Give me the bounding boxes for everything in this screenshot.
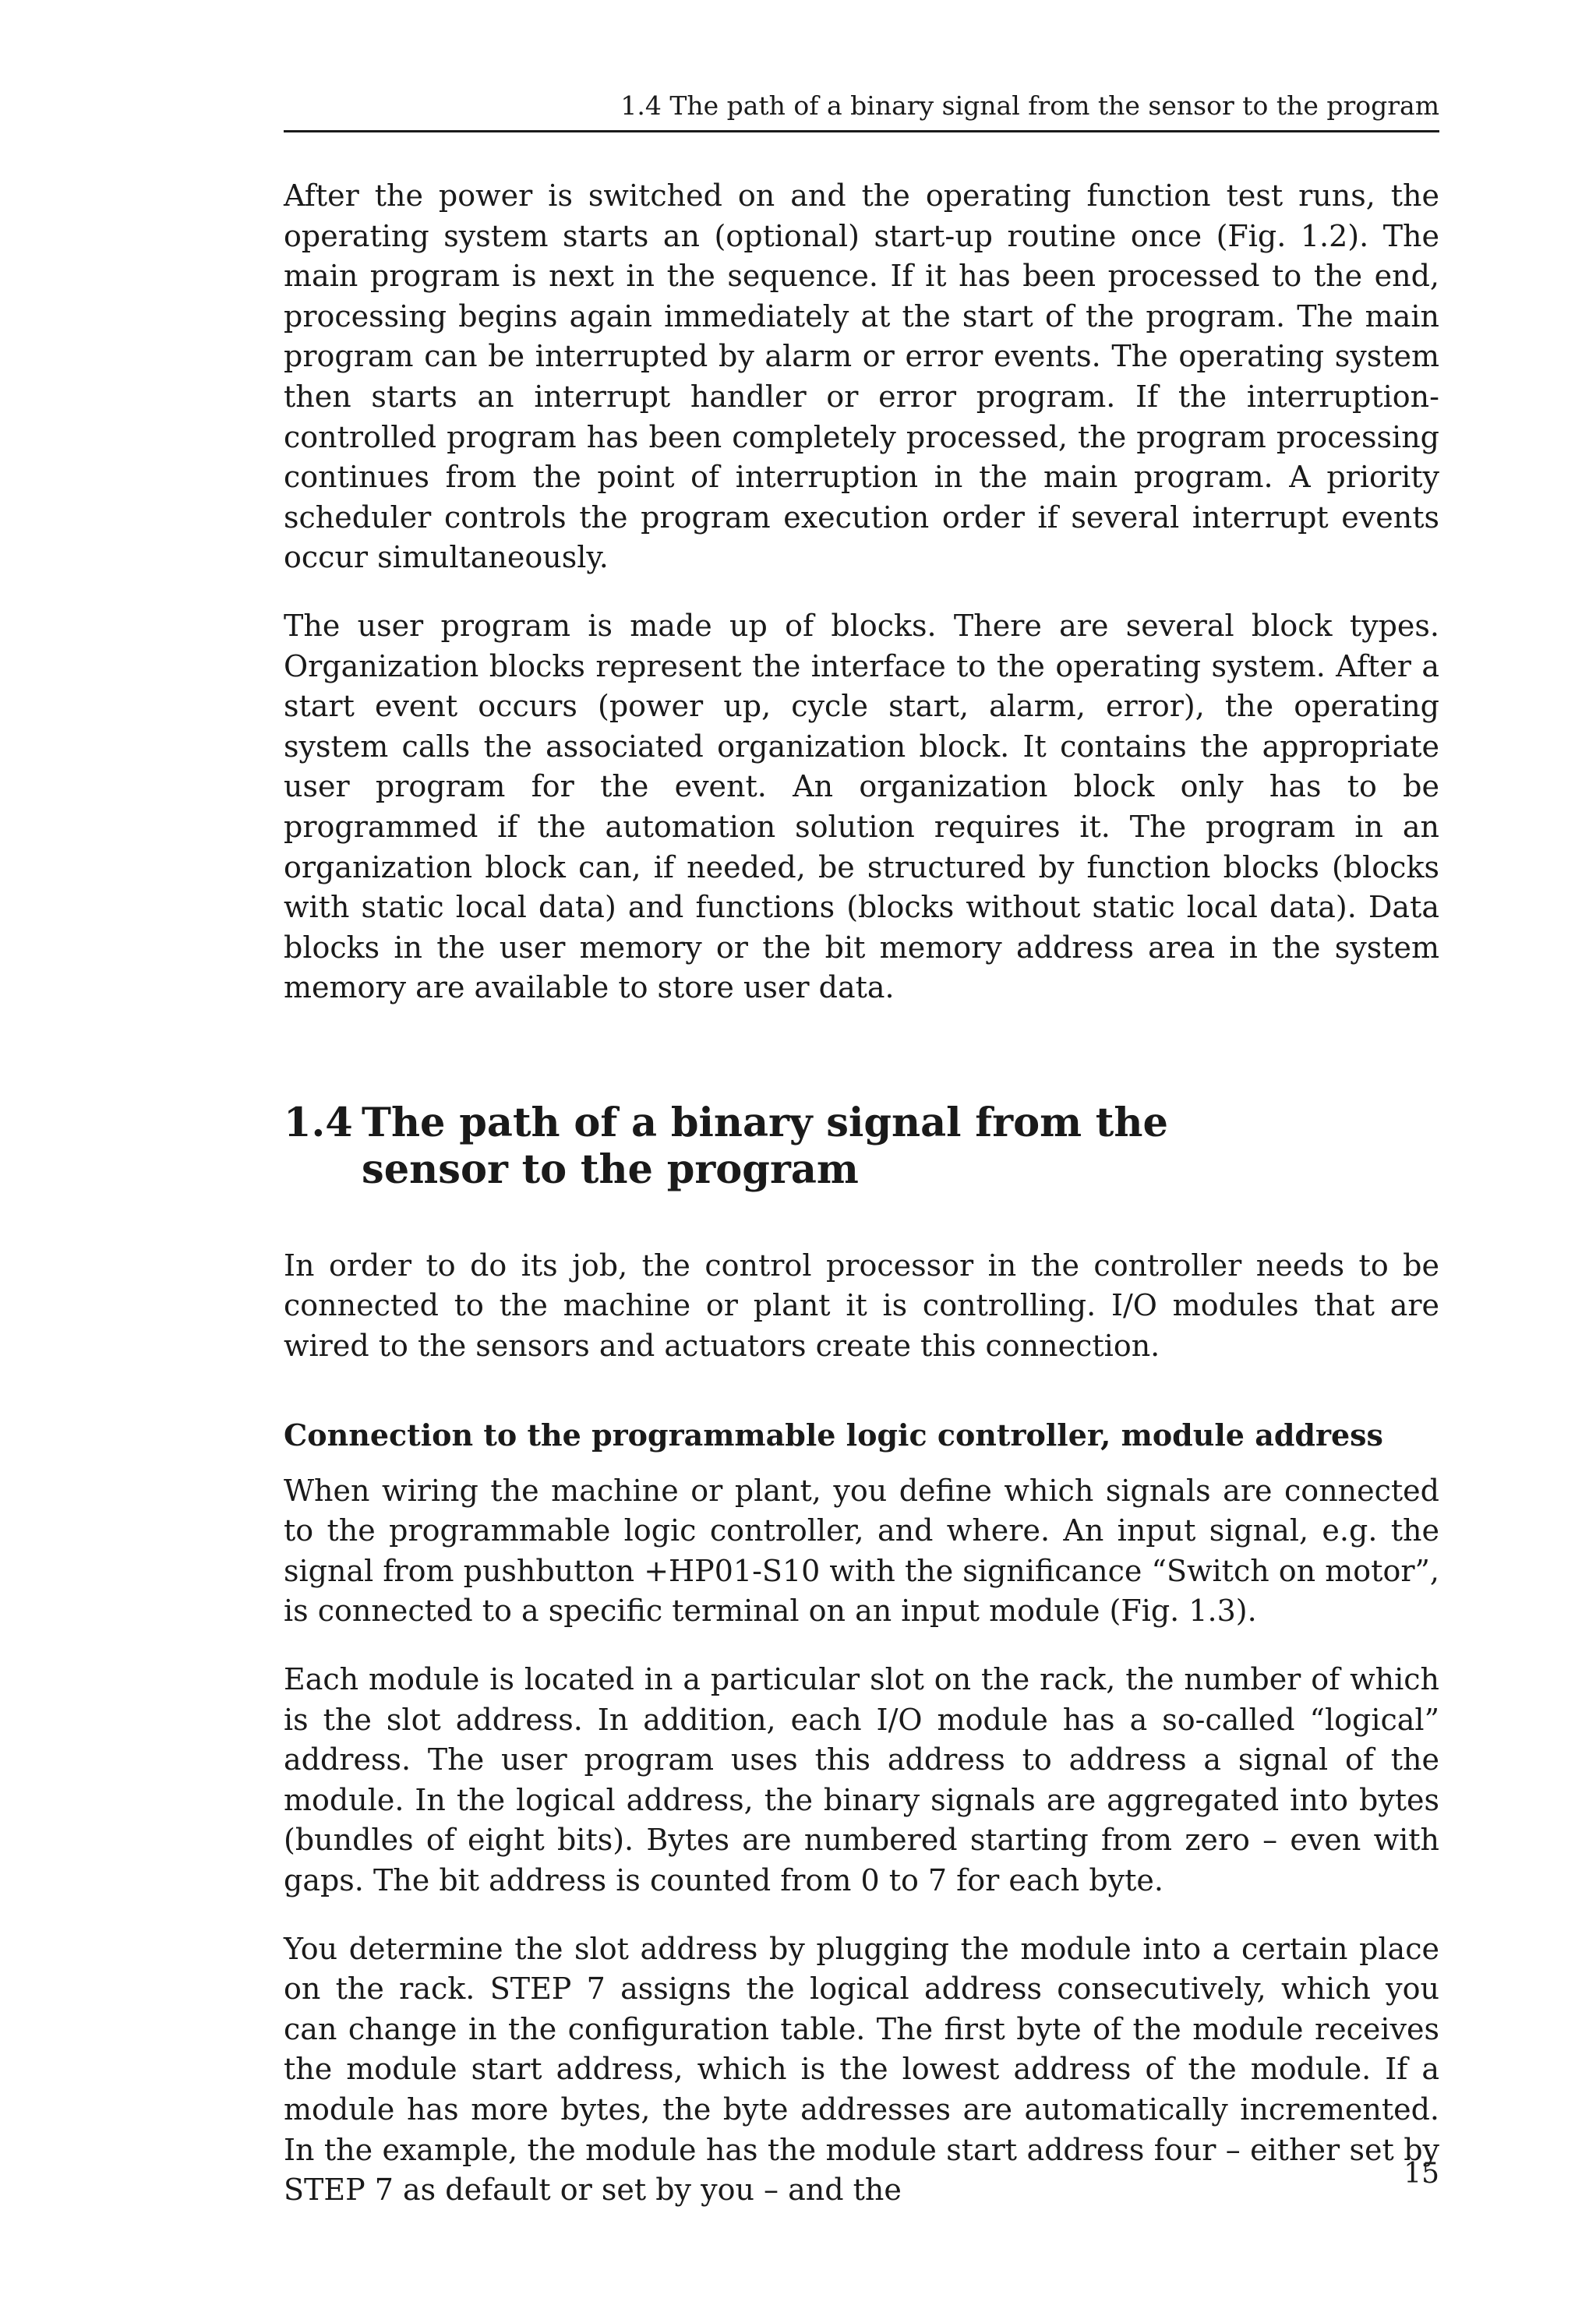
paragraph-user-program-blocks: The user program is made up of blocks. There are several block types. Organization blocks represent the interface to the operating system. After a start event occurs (power up, cycle start, alarm, error), the operating system calls the associated organization block. It contains the appropriate user program for the event. An organization block only has to be programmed if the automation solution requires it. The program in an organization block can, if needed, be structured by function blocks (blocks with static local data) and functions (blocks without static local data). Data blocks in the user memory or the bit memory address area in the system memory are available to store user data. (284, 608, 1439, 1005)
page-content (284, 176, 1439, 2211)
paragraph-logical-address: You determine the slot address by plugging the module into a certain place on the rack. STEP 7 assigns the logical address consecutively, which you can change in the configuration table. The first byte of the module receives the module start address, which is the lowest address of the module. If a module has more bytes, the byte addresses are automatically incremented. In the example, the module has the module start address four – either set by STEP 7 as default or set by you – and the (284, 1931, 1439, 2208)
running-head: 1.4 The path of a binary signal from the sensor to the program (620, 90, 1439, 121)
paragraph-slot-address: Each module is located in a particular slot on the rack, the number of which is the slot address. In addition, each I/O module has a so-called “logical” address. The user program uses this address to address a signal of the module. In the logical address, the binary signals are aggregated into bytes (bundles of eight bits). Bytes are numbered starting from zero – even with gaps. The bit address is counted from 0 to 7 for each byte. (284, 1662, 1439, 1897)
paragraph-program-execution: After the power is switched on and the operating function test runs, the operating system starts an (optional) start-up routine once (Fig. 1.2). The main program is next in the sequence. If it has been processed to the end, processing begins again immediately at the start of the program. The main program can be interrupted by alarm or error events. The operating system then starts an interrupt handler or error program. If the interruption-controlled program has been completely processed, the program processing continues from the point of interruption in the main program. A priority scheduler controls the program execution order if several interrupt events occur simultaneously. (284, 178, 1439, 575)
paragraph-section-intro: In order to do its job, the control processor in the controller needs to be connected to the machine or plant it is controlling. I/O modules that are wired to the sensors and actuators create this connection. (284, 1248, 1439, 1364)
section-title: The path of a binary signal from the sensor to the program (362, 1099, 1168, 1193)
subsection-heading: Connection to the programmable logic controller, module address (284, 1417, 1383, 1453)
page-number: 15 (1404, 2158, 1439, 2190)
paragraph-wiring: When wiring the machine or plant, you define which signals are connected to the programmable logic controller, and where. An input signal, e.g. the signal from pushbutton +HP01-S10 with the significance “Switch on motor”, is connected to a specific terminal on an input module (Fig. 1.3). (284, 1473, 1439, 1629)
page-header (284, 87, 1439, 132)
section-heading (284, 1100, 1439, 1193)
section-number: 1.4 (284, 1099, 353, 1146)
